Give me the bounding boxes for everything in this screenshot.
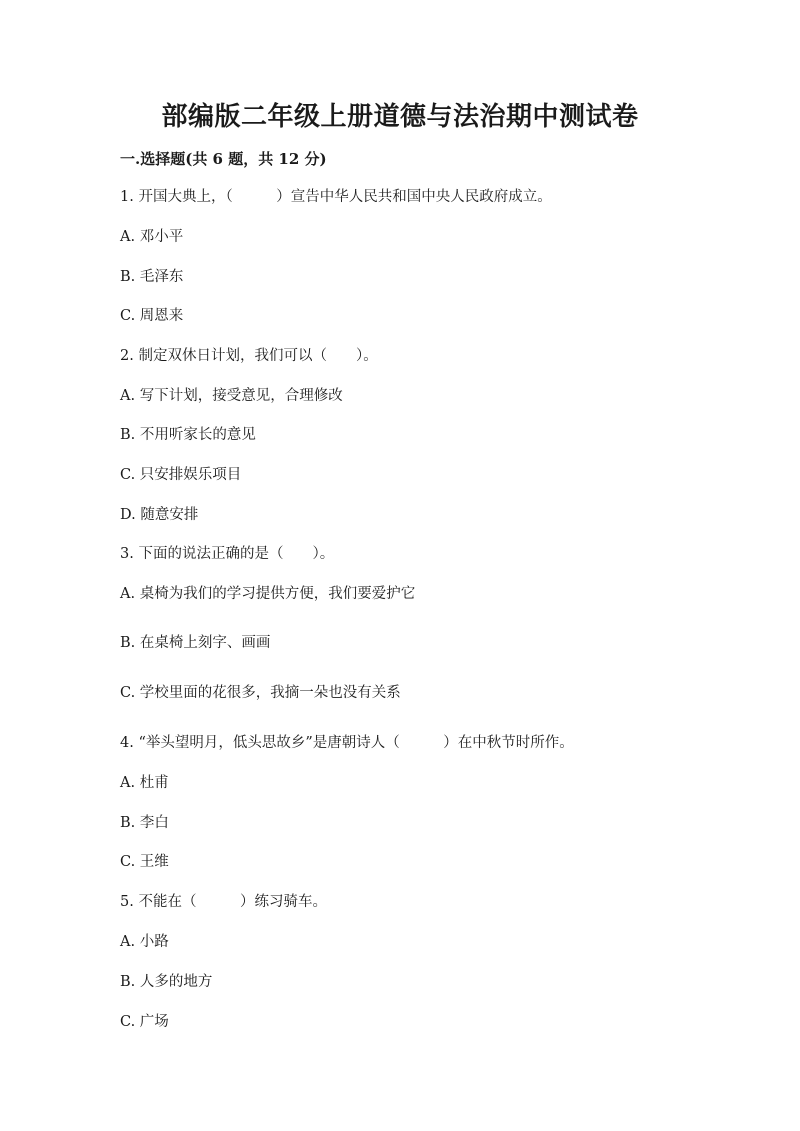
question-stem: 2. 制定双休日计划，我们可以（ ）。: [120, 348, 378, 364]
answer-option: C. 广场: [120, 1014, 169, 1030]
answer-option: C. 学校里面的花很多，我摘一朵也没有关系: [120, 685, 401, 701]
answer-option: C. 王维: [120, 854, 169, 870]
answer-option: B. 在桌椅上刻字、画画: [120, 635, 271, 651]
section-heading: 一.选择题(共 6 题，共 12 分): [120, 150, 327, 168]
answer-option: A. 小路: [120, 934, 169, 950]
answer-option: D. 随意安排: [120, 507, 199, 523]
question-stem: 1. 开国大典上，（ ）宣告中华人民共和国中央人民政府成立。: [120, 189, 552, 205]
answer-option: B. 人多的地方: [120, 974, 213, 990]
answer-option: B. 李白: [120, 815, 169, 831]
answer-option: A. 写下计划，接受意见，合理修改: [120, 388, 343, 404]
answer-option: A. 邓小平: [120, 229, 184, 245]
answer-option: C. 周恩来: [120, 308, 184, 324]
answer-option: C. 只安排娱乐项目: [120, 467, 242, 483]
answer-option: A. 桌椅为我们的学习提供方便，我们要爱护它: [120, 586, 416, 602]
question-stem: 5. 不能在（ ）练习骑车。: [120, 894, 327, 910]
answer-option: B. 不用听家长的意见: [120, 427, 256, 443]
answer-option: B. 毛泽东: [120, 269, 184, 285]
answer-option: A. 杜甫: [120, 775, 169, 791]
page-title: 部编版二年级上册道德与法治期中测试卷: [161, 102, 639, 132]
question-stem: 3. 下面的说法正确的是（ ）。: [120, 546, 335, 562]
question-stem: 4. “举头望明月，低头思故乡”是唐朝诗人（ ）在中秋节时所作。: [120, 735, 574, 751]
